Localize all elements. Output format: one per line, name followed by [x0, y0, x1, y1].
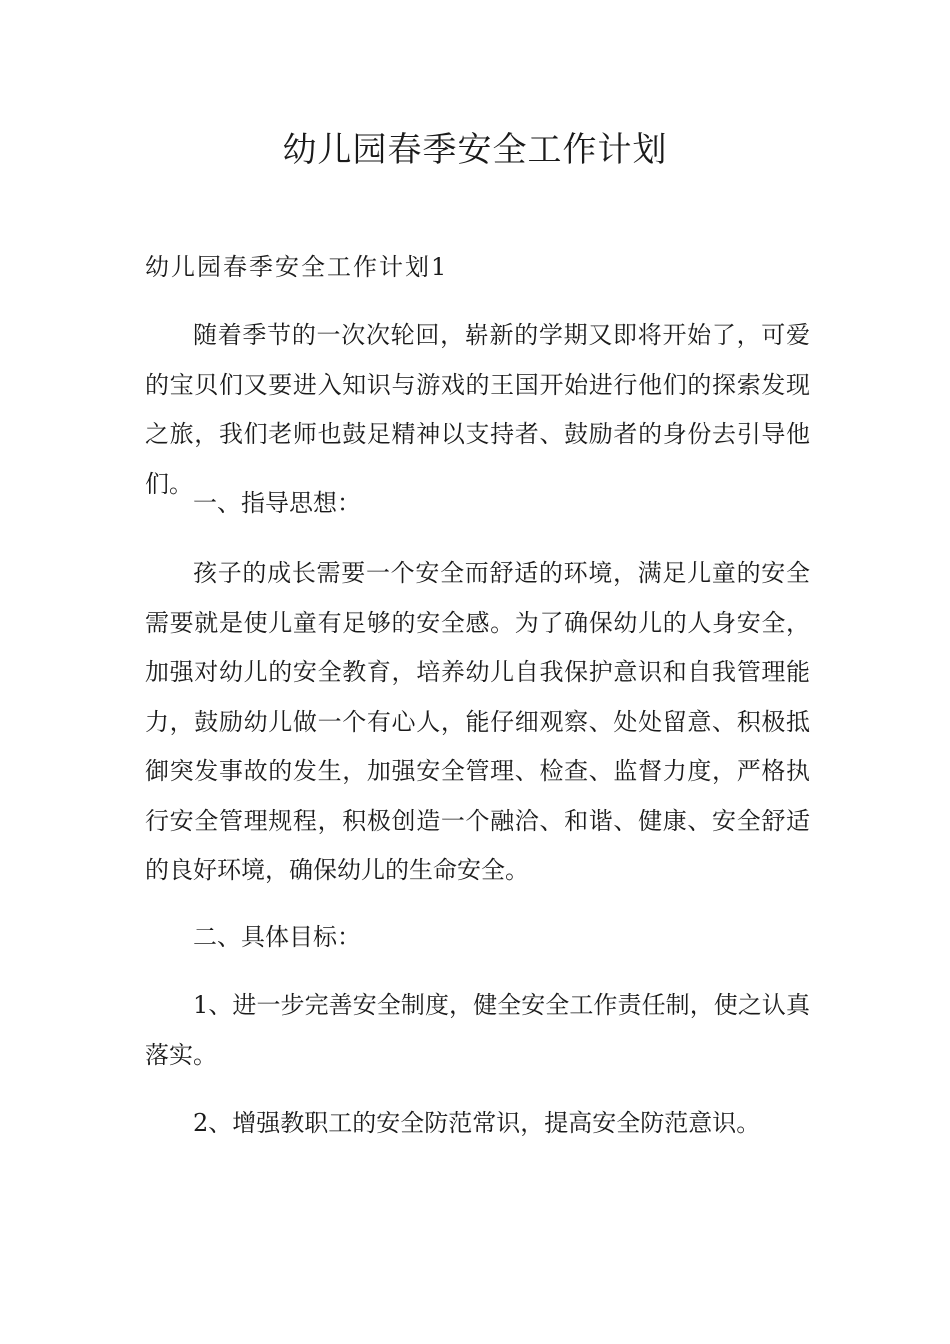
goal-item: 1、进一步完善安全制度，健全安全工作责任制，使之认真落实。 — [145, 991, 810, 1069]
section-title: 幼儿园春季安全工作计划1 — [145, 253, 449, 281]
intro-paragraph: 随着季节的一次次轮回，崭新的学期又即将开始了，可爱的宝贝们又要进入知识与游戏的王国开始进行他们的探索发现之旅，我们老师也鼓足精神以支持者、鼓励者的身份去引导他们。 — [145, 321, 810, 498]
specific-goals-heading: 二、具体目标： — [193, 923, 361, 951]
guiding-principles-paragraph: 孩子的成长需要一个安全而舒适的环境，满足儿童的安全需要就是使儿童有足够的安全感。为了确保幼儿的人身安全，加强对幼儿的安全教育，培养幼儿自我保护意识和自我管理能力，鼓励幼儿做一个有心人，能仔细观察、处处留意、积极抵御突发事故的发生，加强安全管理、检查、监督力度，严格执行安全管理规程，积极创造一个融洽、和谐、健康、安全舒适的良好环境，确保幼儿的生命安全。 — [145, 559, 810, 884]
guiding-principles-heading: 一、指导思想： — [193, 489, 361, 517]
goal-item: 2、增强教职工的安全防范常识，提高安全防范意识。 — [193, 1109, 761, 1137]
document-title: 幼儿园春季安全工作计划 — [282, 130, 668, 170]
